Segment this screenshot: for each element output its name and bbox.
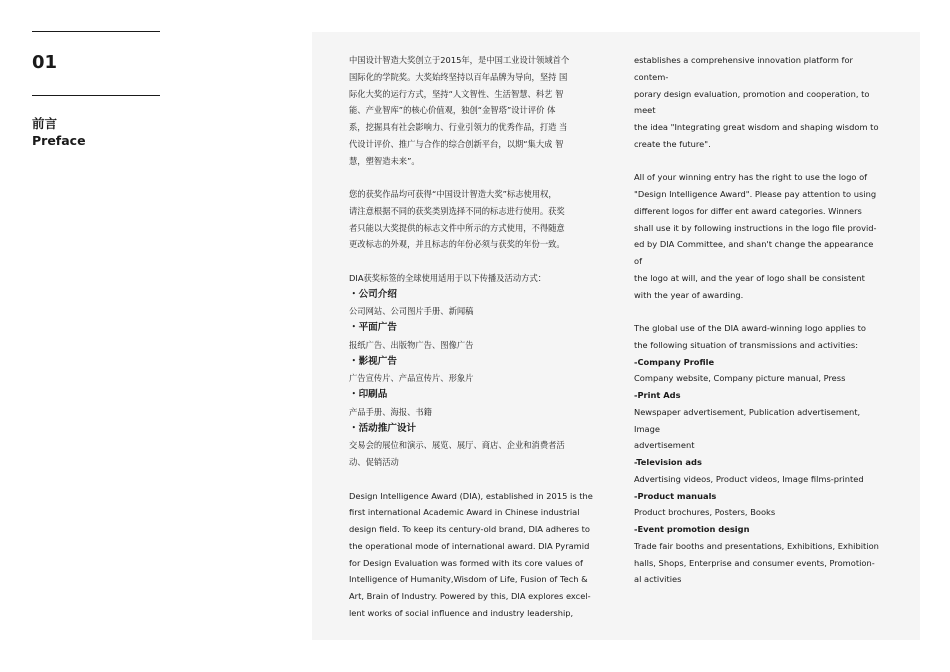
section-number: 01 [32,52,58,73]
text-line: 代设计评价、推广与合作的综合创新平台，以期“集大成 智 [349,138,564,149]
usage-heading: -Television ads [634,457,702,467]
content-panel [312,32,920,640]
text-line: 您的获奖作品均可获得“中国设计智造大奖”标志使用权， [349,189,557,199]
text-line: 系，挖掘具有社会影响力、行业引领力的优秀作品，打造 当 [349,122,568,132]
right-column [634,52,882,588]
usage-item: Company website, Company picture manual, Press [634,373,846,384]
usage-item: 公司网站、公司图片手册、新闻稿 [349,306,474,317]
text-line: 国际化的学院奖。大奖始终坚持以百年品牌为导向，坚持 国 [349,71,568,82]
usage-intro: DIA获奖标签的全球使用适用于以下传播及活动方式： [349,272,547,283]
text-line: Intelligence of Humanity,Wisdom of Life, Fusion of Tech & [349,574,588,585]
top-divider [32,31,160,32]
text-line: 慧，塑智造未来”。 [349,155,420,166]
zh-usage-list [349,270,597,471]
usage-heading: ・平面广告 [349,322,397,333]
text-line: 请注意根据不同的获奖类别选择不同的标志进行使用。获奖 [349,205,565,216]
text-line: All of your winning entry has the right to use the logo of [634,172,868,183]
usage-item: halls, Shops, Enterprise and consumer events, Promotion- [634,557,875,568]
text-line: for Design Evaluation was formed with its core values of [349,557,583,568]
usage-heading: -Company Profile [634,356,715,367]
text-line: establishes a comprehensive innovation platform for contem- [634,55,853,82]
text-line: design field. To keep its century-old brand, DIA adheres to [349,524,590,534]
usage-heading: ・活动推广设计 [349,422,417,434]
text-line: lent works of social influence and industry leadership, [349,607,574,618]
zh-logo-right-paragraph [349,186,597,253]
text-line: different logos for differ ent award categories. Winners [634,205,862,216]
usage-heading: -Print Ads [634,390,681,400]
text-line: the logo at will, and the year of logo shall be consistent [634,272,865,283]
usage-item: 广告宣传片、产品宣传片、形象片 [349,373,474,384]
usage-item: 报纸广告、出版物广告、图像广告 [349,339,474,350]
text-line: 际化大奖的运行方式，坚持“人文智性、生活智慧、科艺 智 [349,88,564,99]
text-line: 能、产业智库”的核心价值观，独创“金智塔”设计评价 体 [349,105,556,116]
usage-item: Trade fair booths and presentations, Exhibitions, Exhibition [634,540,879,551]
text-line: 更改标志的外观，并且标志的年份必须与获奖的年份一致。 [349,239,565,250]
text-line: "Design Intelligence Award". Please pay attention to using [634,189,877,199]
text-line: Design Intelligence Award (DIA), established in 2015 is the [349,490,593,501]
en-intro-paragraph [349,488,597,622]
middle-divider [32,95,160,96]
text-line: with the year of awarding. [634,289,744,300]
en-logo-right-paragraph [634,169,882,303]
usage-item: 交易会的展位和演示、展览、展厅、商店、企业和消费者活 [349,440,565,451]
text-line: create the future". [634,138,711,149]
section-title [32,115,86,149]
left-column [349,52,597,622]
text-line: ed by DIA Committee, and shan't change the appearance of [634,239,874,266]
text-line: 者只能以大奖提供的标志文件中所示的方式使用，不得随意 [349,222,565,233]
usage-intro: the following situation of transmissions and activities: [634,339,858,350]
usage-item: Product brochures, Posters, Books [634,507,776,518]
text-line: first international Academic Award in Chinese industrial [349,507,580,518]
section-title-en: Preface [32,133,86,148]
usage-item: Newspaper advertisement, Publication advertisement, Image [634,406,861,434]
usage-heading: ・印刷品 [349,389,388,400]
text-line: Art, Brain of Industry. Powered by this, DIA explores excel- [349,591,591,601]
usage-item: 动、促销活动 [349,457,399,467]
en-usage-list [634,320,882,588]
text-line: 中国设计智造大奖创立于2015年，是中国工业设计领域首个 [349,55,570,65]
usage-heading: -Event promotion design [634,524,750,534]
usage-intro: The global use of the DIA award-winning logo applies to [634,323,866,333]
text-line: the idea "Integrating great wisdom and shaping wisdom to [634,122,879,132]
text-line: shall use it by following instructions in the logo file provid- [634,222,877,233]
zh-intro-paragraph [349,52,597,169]
usage-heading: ・影视广告 [349,355,397,367]
section-title-zh: 前言 [32,116,58,131]
usage-item: advertisement [634,440,695,451]
en-intro-continued [634,52,882,153]
usage-heading: -Product manuals [634,490,717,501]
usage-item: al activities [634,574,682,585]
text-line: porary design evaluation, promotion and cooperation, to meet [634,88,870,116]
usage-item: 产品手册、海报、书籍 [349,406,432,417]
usage-item: Advertising videos, Product videos, Image films-printed [634,473,864,484]
text-line: the operational mode of international award. DIA Pyramid [349,540,590,551]
usage-heading: ・公司介绍 [349,288,397,300]
